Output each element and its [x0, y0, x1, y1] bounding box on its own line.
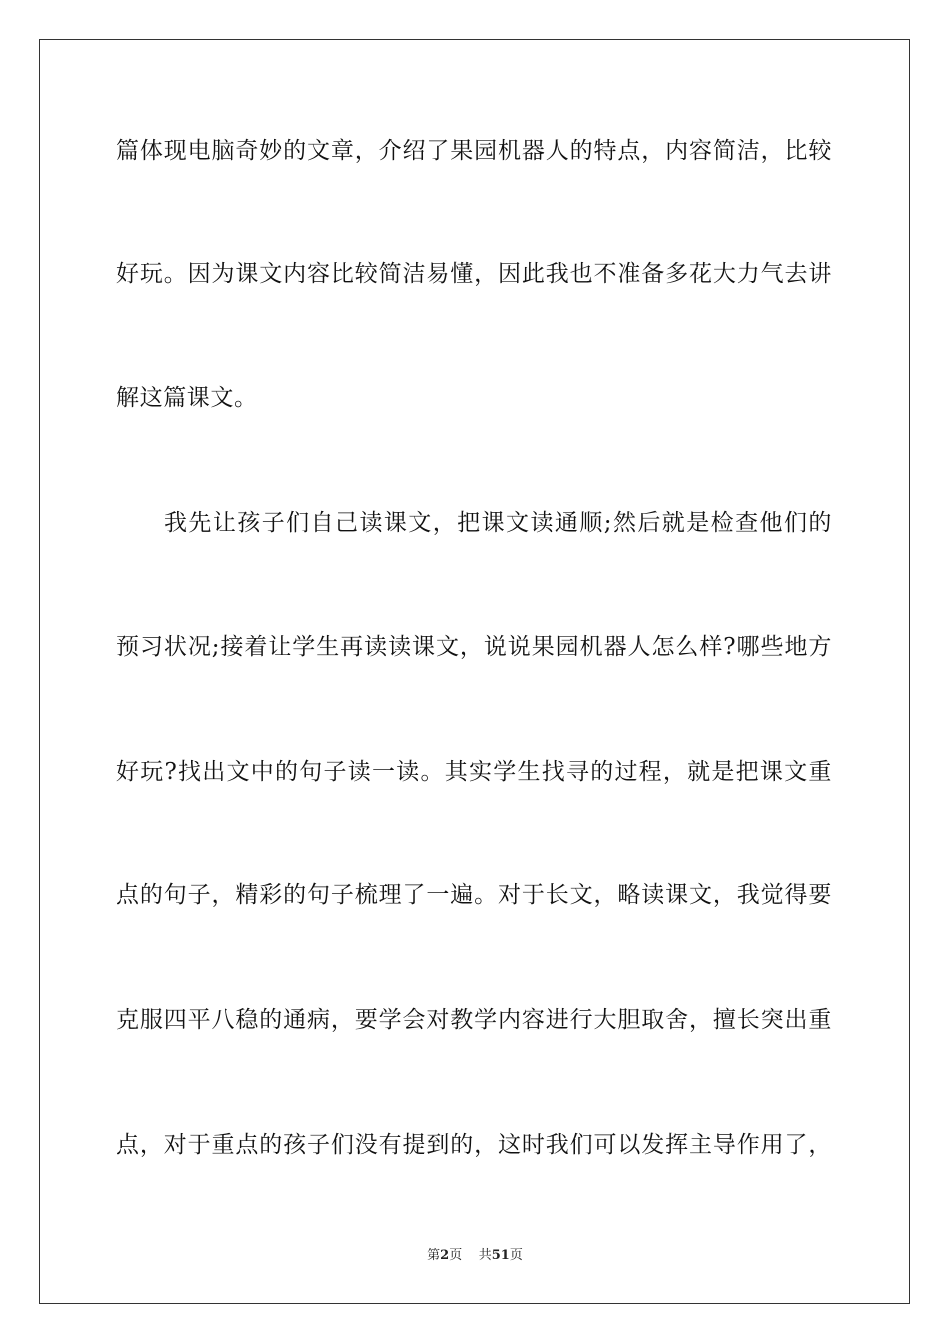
text-line-7: 点的句子，精彩的句子梳理了一遍。对于长文，略读课文，我觉得要: [116, 882, 832, 908]
footer-page-prefix: 第: [427, 1248, 441, 1263]
text-line-1: 篇体现电脑奇妙的文章，介绍了果园机器人的特点，内容简洁，比较: [116, 138, 832, 164]
text-line-3: 解这篇课文。: [116, 385, 258, 411]
text-line-9: 点，对于重点的孩子们没有提到的，这时我们可以发挥主导作用了，: [116, 1132, 832, 1158]
page-frame: [39, 39, 910, 1304]
footer-total-pages: 51: [491, 1248, 510, 1263]
text-line-6: 好玩?找出文中的句子读一读。其实学生找寻的过程，就是把课文重: [116, 759, 832, 785]
footer-page-number: 2: [440, 1248, 450, 1263]
footer-total-suffix: 页: [509, 1248, 523, 1263]
footer-page-suffix: 页: [449, 1248, 463, 1263]
text-line-5: 预习状况;接着让学生再读读课文，说说果园机器人怎么样?哪些地方: [116, 634, 832, 660]
text-line-2: 好玩。因为课文内容比较简洁易懂，因此我也不准备多花大力气去讲: [116, 261, 832, 287]
text-line-4-paragraph-start: 我先让孩子们自己读课文，把课文读通顺;然后就是检查他们的: [164, 510, 832, 536]
text-line-8: 克服四平八稳的通病，要学会对教学内容进行大胆取舍，擅长突出重: [116, 1007, 832, 1033]
footer-total-prefix: 共: [478, 1248, 492, 1263]
page-footer: [0, 1247, 950, 1265]
